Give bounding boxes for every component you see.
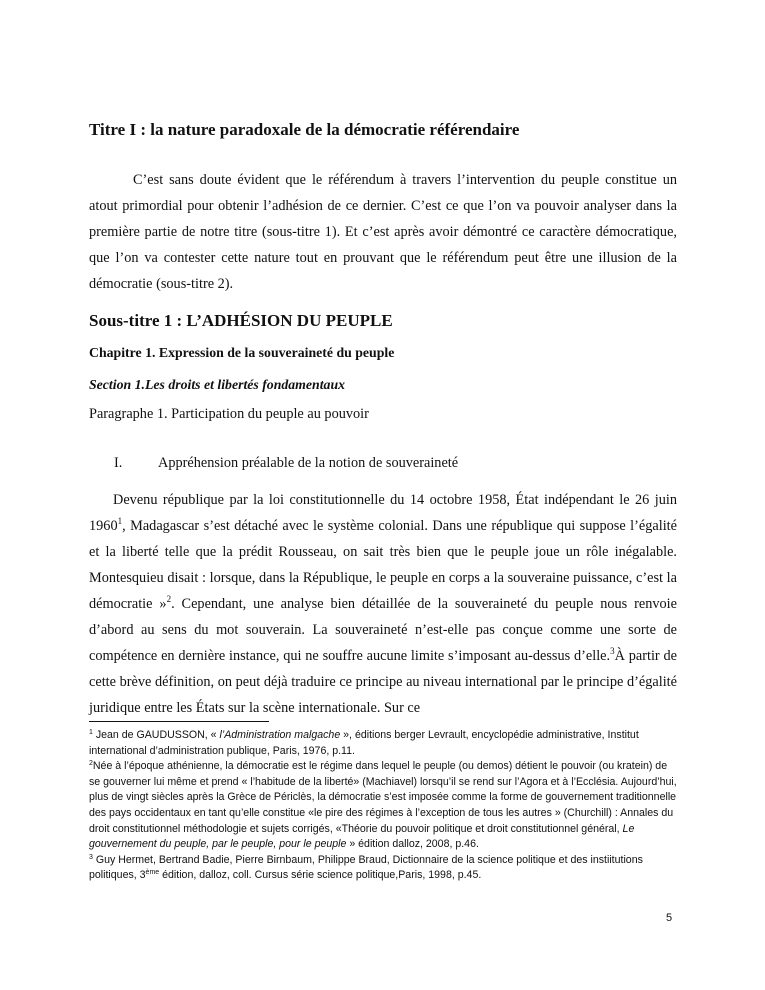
footnote-mark: 1 <box>89 729 93 736</box>
subheading-text: Appréhension préalable de la notion de souveraineté <box>158 455 459 471</box>
footnote-text: Jean de GAUDUSSON, « <box>92 729 220 741</box>
section-heading: Section 1.Les droits et libertés fondamentaux <box>89 377 346 392</box>
intro-text: C’est sans doute évident que le référendum à travers l’intervention du peuple constitue un atout primordial pour obtenir l’adhésion de ce dernier. C’est ce que l’on va pouvoir analyser dans la première partie de notre titre (sous-titre 1). Et c’est après avoir démontré ce caractère démocratique, que l’on va contester cette nature tout en prouvant que le référendum peut être une illusion de la démocratie (sous-titre 2). <box>89 172 677 292</box>
footnote-1 <box>89 728 679 759</box>
footnote-italic: Le gouvernement du peuple, par le peuple, pour le peuple <box>89 822 635 851</box>
page-number: 5 <box>666 912 673 924</box>
intro-paragraph <box>89 167 677 297</box>
chapter-heading: Chapitre 1. Expression de la souveraineté du peuple <box>89 345 395 360</box>
body-text-1: Devenu république par la loi constitutionnelle du 14 octobre 1958, État indépendant le 26 juin 1960 <box>89 492 677 534</box>
footnote-2 <box>89 759 679 853</box>
body-text-3: . Cependant, une analyse bien détaillée de la souveraineté du peuple nous renvoie d’abord au sens du mot souverain. La souveraineté n’est-elle pas conçue comme une sorte de compétence en dernière instance, qui ne souffre aucune limite s’imposant au-dessus d’elle. <box>89 596 677 664</box>
footnote-text: » édition dalloz, 2008, p.46. <box>346 838 479 851</box>
body-text-4: À partir de cette brève définition, on peut déjà traduire ce principe au niveau international par le principe d’égalité juridique entre les États sur la scène internationale. Sur ce <box>89 648 677 716</box>
footnote-ref-3[interactable]: 3 <box>610 646 615 656</box>
subtitle-heading: Sous-titre 1 : L’ADHÉSION DU PEUPLE <box>89 311 393 330</box>
footnote-text: Née à l’époque athénienne, la démocratie est le régime dans lequel le peuple (ou demos) détient le pouvoir (ou kratein) de se gouverner lui même et prend « l’habitude de la liberté» (Machiavel) lorsqu’il se rend sur l’Agora et à l’Ecclésia. Aujourd’hui, plus de vingt siècles après la Grèce de Périclès, la démocratie s’est imposée comme la forme de gouvernement traditionnelle des pays occidentaux en tant qu’elle constitue «le pire des régimes à l’exception de tous les autres » (Churchill) : Annales du droit constitutionnel méthodologie et sujets corrigés, «Théorie du pouvoir politique et droit constitutionnel général, <box>89 760 677 835</box>
footnote-mark: 3 <box>89 853 93 861</box>
footnote-italic: l’Administration malgache <box>219 729 341 741</box>
footnote-ref-2[interactable]: 2 <box>166 594 172 604</box>
footnote-separator <box>89 721 269 722</box>
title-heading: Titre I : la nature paradoxale de la démocratie référendaire <box>89 120 520 139</box>
roman-numeral: I. <box>114 455 123 471</box>
paragraph-heading: Paragraphe 1. Participation du peuple au pouvoir <box>89 406 369 422</box>
body-text-2: , Madagascar s’est détaché avec le système colonial. Dans une république qui suppose l’égalité et la liberté telle que la prédit Rousseau, on sait très bien que le peuple joue un rôle inégalable. Montesquieu disait : lorsque, dans la République, le peuple en corps a la souveraine puissance, c’est la démocratie » <box>89 518 677 612</box>
body-paragraph <box>89 487 677 721</box>
footnote-3 <box>89 853 679 884</box>
footnote-text: Guy Hermet, Bertrand Badie, Pierre Birnbaum, Philippe Braud, Dictionnaire de la science politique et des instiitutions politiques, 3 <box>89 853 643 882</box>
footnotes <box>89 728 679 884</box>
footnote-mark: 2 <box>89 760 93 768</box>
footnote-ref-1[interactable]: 1 <box>117 516 123 526</box>
footnote-text: édition, dalloz, coll. Cursus série science politique,Paris, 1998, p.45. <box>159 869 482 882</box>
footnote-superscript: ème <box>145 869 160 877</box>
footnote-text: », éditions berger Levrault, encyclopédie administrative, Institut international d’administration publique, Paris, 1976, p.11. <box>89 729 639 757</box>
